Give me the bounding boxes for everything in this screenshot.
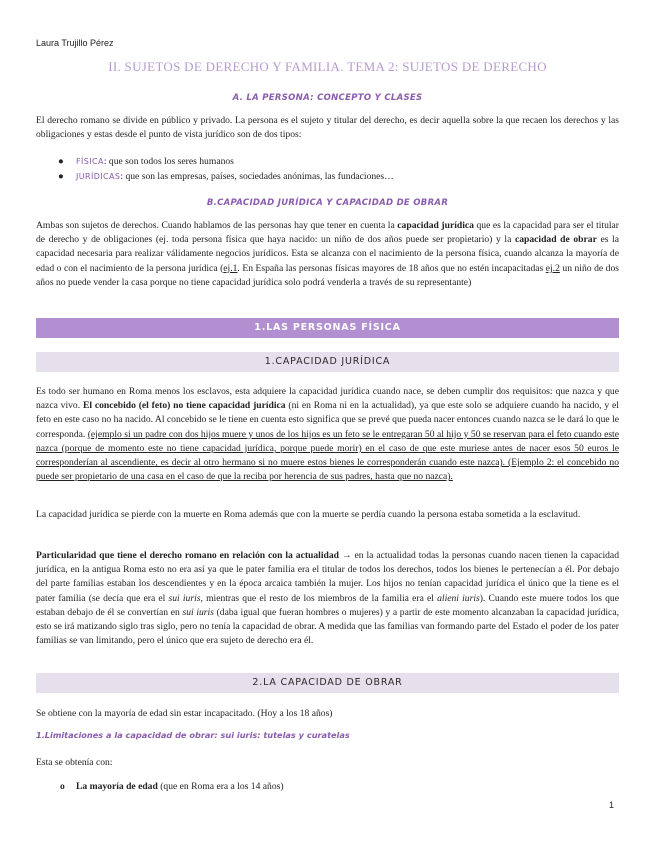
limitaciones-heading: 1.Limitaciones a la capacidad de obrar: sui iuris: tutelas y curatelas bbox=[36, 730, 350, 740]
page-title: II. SUJETOS DE DERECHO Y FAMILIA. TEMA 2: SUJETOS DE DERECHO bbox=[108, 59, 547, 74]
capacidad-obrar-intro: Se obtiene con la mayoría de edad sin estar incapacitado. (Hoy a los 18 años) bbox=[36, 708, 333, 719]
bullet-item bbox=[60, 156, 234, 167]
italic-term: alieni iuris bbox=[437, 592, 480, 604]
arrow-right-icon: → bbox=[338, 550, 355, 561]
text-run: ). Cuando este muere todos los que estaban debajo de él se convertían en bbox=[36, 592, 619, 618]
subsection-band-capacidad-obrar: 2.LA CAPACIDAD DE OBRAR bbox=[36, 673, 619, 693]
bullet-item bbox=[60, 171, 394, 182]
underlined-ref: ej.1 bbox=[223, 262, 238, 274]
bullet-keyword: JURÍDICAS bbox=[76, 172, 121, 181]
italic-term: sui iuris bbox=[182, 606, 214, 618]
page-number: 1 bbox=[609, 800, 615, 810]
text-run: Ambas son sujetos de derechos. Cuando hablamos de las personas hay que tener en cuenta la bbox=[36, 220, 398, 231]
author-name: Laura Trujillo Pérez bbox=[36, 38, 114, 48]
text-run: , mientras que el resto de los miembros de la familia era el bbox=[200, 592, 438, 604]
bullet-keyword: FÍSICA bbox=[76, 157, 104, 166]
section-b-heading: B.CAPACIDAD JURÍDICA Y CAPACIDAD DE OBRAR bbox=[206, 198, 449, 208]
text-run: Es todo ser humano en Roma menos los esclavos, esta adquiere la capacidad jurídica cuando nace, se deben cumplir dos requisitos: que nazca y que nazca vivo. bbox=[36, 386, 619, 412]
bullet-dot-icon: ● bbox=[58, 156, 64, 167]
particularidad-paragraph bbox=[36, 549, 619, 648]
text-run: que es la capacidad para ser el titular de derecho y de obligaciones (ej. toda persona física que haya nacido: un niño de dos años puede ser propietario) y la bbox=[36, 220, 619, 246]
section-a-heading: A. LA PERSONA: CONCEPTO Y CLASES bbox=[232, 93, 423, 103]
bullet-dot-icon: ● bbox=[58, 171, 64, 182]
bullet-text: : que son las empresas, países, sociedades anónimas, las fundaciones… bbox=[120, 171, 394, 182]
text-run: (que en Roma era a los 14 años) bbox=[157, 781, 284, 792]
circle-bullet-icon: o bbox=[60, 781, 65, 792]
text-run: un niño de dos años no puede vender la casa porque no tiene capacidad jurídica solo podrá venderla a través de su representante) bbox=[36, 262, 619, 288]
text-run: (daba igual que fueran hombres o mujeres) y a partir de este momento alcanzaban la capacidad jurídica, esto se irá matizando siglo tras siglo, pero no tenía la capacidad de obrar. A medida que las familias van formando parte del Estado el poder de los pater familias se van limitando, pero el único que era sujeto de derecho era él. bbox=[36, 606, 619, 647]
section-a-intro: El derecho romano se divide en público y privado. La persona es el sujeto y titular del derecho, es decir aquella sobre la que recaen los derechos y las obligaciones y estas desde el punto de vista jurídico son de dos tipos: bbox=[36, 115, 619, 141]
bullet-text: : que son todos los seres humanos bbox=[103, 156, 234, 167]
text-run: . En España las personas físicas mayores de 18 años que no estén incapacitadas bbox=[237, 262, 546, 274]
bold-term: La mayoría de edad bbox=[76, 781, 158, 792]
muerte-paragraph: La capacidad jurídica se pierde con la muerte en Roma además que con la muerte se perdía cuando la persona estaba sometida a la esclavitud. bbox=[36, 509, 581, 520]
capacidad-juridica-paragraph bbox=[36, 385, 619, 484]
bold-term: El concebido (el feto) no tiene capacidad jurídica bbox=[82, 400, 286, 412]
obtenia-line: Esta se obtenía con: bbox=[36, 757, 113, 768]
subsection-band-capacidad-juridica: 1.CAPACIDAD JURÍDICA bbox=[36, 352, 619, 372]
underlined-example: (ejemplo si un padre con dos hijos muere y unos de los hijos es un feto se le entregaran 50 al hijo y 50 se reservan para el feto cuando este nazca (porque de momento este no tiene capacidad jurídica, porque puede morir) en el caso de que este muriese antes de nacer esos 50 euros le corresponderían al ascendiente, es decir al otro hermano si no muere estos bienes le corresponderán cuando este nazca). (Ejemplo 2: el concebido no puede ser propietario de una casa en el caso de que la reciba por herencia de sus padres, hasta que no nazca). bbox=[36, 428, 619, 483]
bold-term: Particularidad que tiene el derecho romano en relación con la actualidad bbox=[36, 550, 339, 561]
list-item bbox=[60, 781, 284, 792]
underlined-ref: ej.2 bbox=[545, 262, 560, 274]
bold-term: capacidad jurídica bbox=[397, 220, 474, 231]
text-run: en la actualidad todas la personas cuando nacen tienen la capacidad jurídica, en la antigua Roma esto no era así ya que le pater familia era el titular de todos los derechos, todos los bienes le pertenecían a él. Por debajo del parte familias estaban los descendientes y en la época arcaica también la mujer. Los hijos no tenían capacidad jurídica el único que la tiene es el pater familia (se decía que era el bbox=[36, 550, 619, 604]
text-run: (ni en Roma ni en la actualidad), ya que este solo se adquiere cuando ha nacido, y el feto en este caso no ha nacido. Al concebido se le tiene en cuenta esto significa que se prevé que pueda nacer entonces cuando nazca se le dará lo que le corresponda. bbox=[36, 400, 619, 440]
section-band-personas: 1.LAS PERSONAS FÍSICA bbox=[36, 318, 619, 338]
bold-term: capacidad de obrar bbox=[514, 234, 597, 246]
text-run: es la capacidad necesaria para realizar válidamente negocios jurídicos. Esta se alcanza con el nacimiento de la persona física, cuando alcanza la mayoría de edad o con el nacimiento de la persona jurídica ( bbox=[36, 234, 619, 274]
italic-term: sui iuris bbox=[168, 592, 201, 604]
section-b-paragraph bbox=[36, 219, 619, 290]
